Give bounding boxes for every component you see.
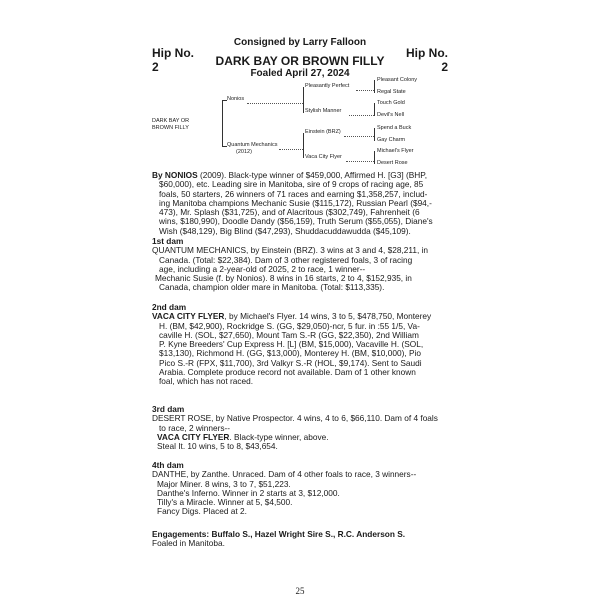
second-dam-section: 2nd dam VACA CITY FLYER, by Michael's Flyer. 14 wins, 3 to 5, $478,750, Monterey H. (BM, $42,900), Rockridge S. (GG, $29,050)-ncr, 5 fur. in :55 1/5, Va- caville H. (SOL, $27,650), Mount Tam S.-R (GG, $22,350), 2nd William P. Kyne Breeders' Cup Express H. [L] (BM, $15,000), Vacaville H. (SOL, $13,130), Richmond H. (GG, $13,000), Monterey H. (BM, $10,000), Pio Pico S.-R (FPX, $11,700), 3rd Valkyr S.-R (HOL, $9,174). Sent to Saudi Arabia. Complete produce record not available. Dam of 1 other known foal, which has not raced. bbox=[152, 302, 432, 387]
dam-year: (2012) bbox=[236, 149, 252, 155]
sire-label: By NONIOS bbox=[152, 170, 198, 180]
hip-label: Hip No. bbox=[152, 46, 194, 60]
page-title: DARK BAY OR BROWN FILLY bbox=[215, 54, 385, 68]
section-heading: 2nd dam bbox=[152, 302, 187, 312]
consignor-line: Consigned by Larry Falloon bbox=[233, 37, 367, 48]
engagements-block bbox=[152, 530, 405, 549]
horse-name: VACA CITY FLYER bbox=[152, 311, 225, 322]
section-heading: 4th dam bbox=[152, 460, 184, 470]
dam-sire-name: Einstein (BRZ) bbox=[305, 129, 341, 135]
section-heading: 1st dam bbox=[152, 236, 184, 246]
ancestor-gen4: Desert Rose bbox=[377, 160, 408, 166]
third-dam-section: 3rd dam DESERT ROSE, by Native Prospector. 4 wins, 4 to 6, $66,110. Dam of 4 foals to race, 2 winners-- VACA CITY FLYER. Black-type winner, above. Steal It. 10 wins, 5 to 8, $43,654. bbox=[152, 404, 438, 452]
ancestor-gen4: Touch Gold bbox=[377, 100, 405, 106]
ancestor-gen4: Regal State bbox=[377, 89, 406, 95]
first-dam-section: 1st dam QUANTUM MECHANICS, by Einstein (BRZ). 3 wins at 3 and 4, $28,211, in Canada. (Total: $22,384). Dam of 3 other registered foals, 3 of racing age, including a 2-year-old of 2025, 2 to race, 1 winner-- Mechanic Susie (f. by Nonios). 8 wins in 16 starts, 2 to 4, $152,935, in Canada, champion older mare in Manitoba. (Total: $113,335). bbox=[152, 236, 429, 293]
ancestor-gen4: Devil's Nell bbox=[377, 112, 405, 118]
hip-value: 2 bbox=[152, 60, 159, 74]
dam-name: Quantum Mechanics bbox=[227, 142, 278, 148]
engagements: Engagements: Buffalo S., Hazel Wright Sire S., R.C. Anderson S. bbox=[152, 529, 406, 539]
ancestor-gen4: Spend a Buck bbox=[377, 125, 412, 131]
ancestor-gen4: Gay Charm bbox=[377, 137, 406, 143]
foaled-date: Foaled April 27, 2024 bbox=[250, 68, 350, 79]
ancestor-gen4: Pleasant Colony bbox=[377, 77, 418, 83]
section-heading: 3rd dam bbox=[152, 404, 185, 414]
hip-label: Hip No. bbox=[406, 46, 448, 60]
sire-name: Nonios bbox=[227, 96, 245, 102]
hip-value: 2 bbox=[441, 60, 448, 74]
foaled-in: Foaled in Manitoba. bbox=[152, 538, 225, 549]
ancestor-gen4: Michael's Flyer bbox=[377, 148, 414, 154]
fourth-dam-section: 4th dam DANTHE, by Zanthe. Unraced. Dam of 4 other foals to race, 3 winners-- Major Miner. 8 wins, 3 to 7, $51,223. Danthe's Inferno. Winner in 2 starts at 3, $12,000. Tilly's a Miracle. Winner at 5, $4,500. Fancy Digs. Placed at 2. bbox=[152, 460, 417, 517]
sire-sire-name: Pleasantly Perfect bbox=[305, 83, 350, 89]
sire-paragraph: By NONIOS (2009). Black-type winner of $459,000, Affirmed H. [G3] (BHP, $60,000), etc. Leading sire in Manitoba, sire of 9 crops of racing age, 85 foals, 50 starters, 26 winners of 71 races and earning $1,358,257, includ- ing Manitoba champions Mechanic Susie ($115,172), Russian Pearl ($94,- 473), Mr. Splash ($31,725), and of Alacritous ($302,749), Fahrenheit (6 wins, $180,990), Doodle Dandy ($56,159), Truth Serum ($55,055), Diane's Wish ($48,129), Big Blind ($47,293), Shuddacuddawudda ($45,109). bbox=[152, 170, 433, 236]
dam-dam-name: Vaca City Flyer bbox=[305, 154, 342, 160]
page-number: 25 bbox=[295, 586, 305, 596]
subject-label: DARK BAY OR BROWN FILLY bbox=[152, 118, 190, 131]
sire-dam-name: Stylish Manner bbox=[305, 108, 342, 114]
horse-name: VACA CITY FLYER bbox=[157, 431, 230, 442]
